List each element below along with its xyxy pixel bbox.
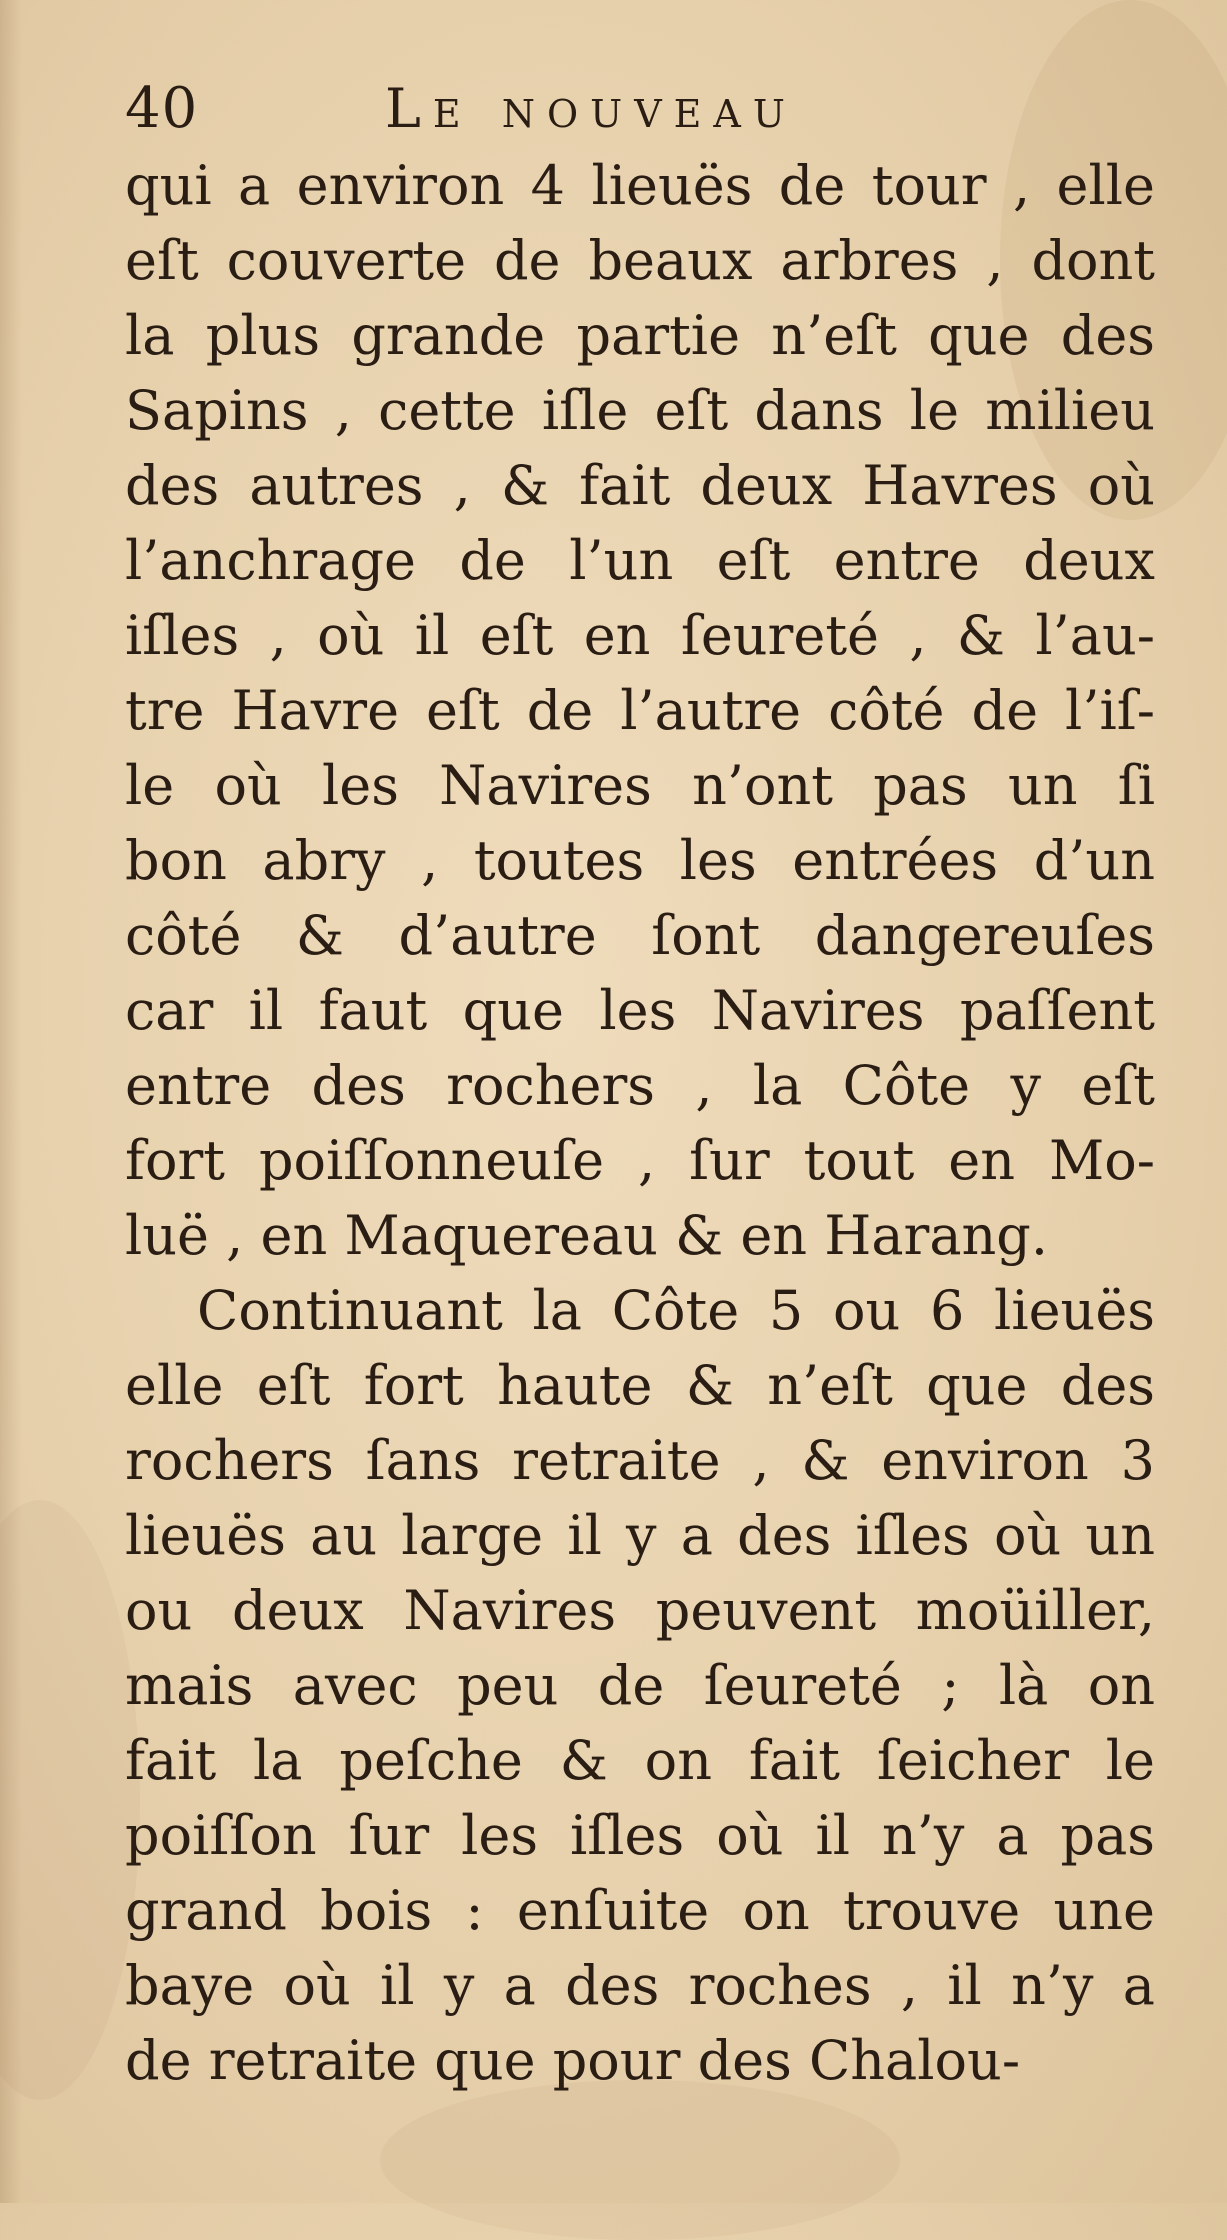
text-line: la plus grande partie n’eſt que des [125,304,1155,367]
text-line: fort poiſſonneuſe , ſur tout en Mo- [125,1129,1155,1192]
page-header [125,70,1125,148]
text-line: elle eſt fort haute & n’eſt que des [125,1354,1155,1417]
text-line: des autres , & fait deux Havres où [125,454,1155,517]
paper-stain [380,2080,900,2240]
page-number: 40 [125,76,199,141]
text-line: entre des rochers , la Côte y eſt [125,1054,1155,1117]
text-line: Sapins , cette iſle eſt dans le milieu [125,379,1155,442]
text-line: rochers ſans retraite , & environ 3 [125,1429,1155,1492]
text-line: poiſſon ſur les iſles où il n’y a pas [125,1804,1155,1867]
text-line: iſles , où il eſt en ſeureté , & l’au- [125,604,1155,667]
text-body [125,148,1155,2098]
text-line: car il faut que les Navires paſſent [125,979,1155,1042]
text-line: Continuant la Côte 5 ou 6 lieuës [197,1279,1155,1342]
text-line: l’anchrage de l’un eſt entre deux [125,529,1155,592]
text-line: côté & d’autre ſont dangereuſes [125,904,1155,967]
text-line: fait la peſche & on fait ſeicher le [125,1729,1155,1792]
text-line: baye où il y a des roches , il n’y a [125,1954,1155,2017]
text-line: le où les Navires n’ont pas un ſi [125,754,1155,817]
text-line: lieuës au large il y a des iſles où un [125,1504,1155,1567]
text-line: de retraite que pour des Chalou- [125,2029,1021,2092]
text-line: bon abry , toutes les entrées d’un [125,829,1155,892]
binding-shadow [0,0,22,2203]
text-line: mais avec peu de ſeureté ; là on [125,1654,1155,1717]
text-line: ou deux Navires peuvent moüiller, [125,1579,1155,1642]
text-line: grand bois : enſuite on trouve une [125,1879,1155,1942]
text-line: tre Havre eſt de l’autre côté de l’iſ- [125,679,1155,742]
running-head: Le nouveau [385,77,797,140]
text-line: qui a environ 4 lieuës de tour , elle [125,154,1155,217]
text-line: eſt couverte de beaux arbres , dont [125,229,1155,292]
text-line: luë , en Maquereau & en Harang. [125,1204,1049,1267]
